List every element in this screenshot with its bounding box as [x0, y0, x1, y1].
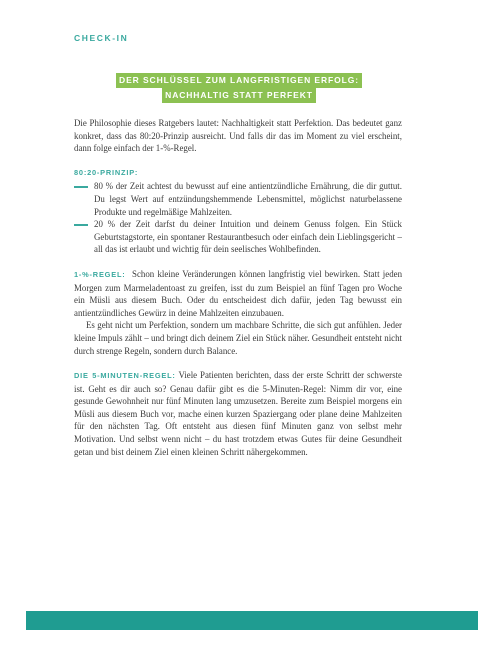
body-text [74, 117, 402, 458]
headline-line-1: DER SCHLÜSSEL ZUM LANGFRISTIGEN ERFOLG: [116, 73, 362, 88]
intro-paragraph: Die Philosophie dieses Ratgebers lautet: Nachhaltigkeit statt Perfektion. Das bedeutet ganz konkret, dass das 80:20-Prinzip ausreicht. Und falls dir das im Moment zu viel erscheint, dann folge einfach der 1-%-Regel. [74, 118, 402, 154]
principle-section [74, 167, 402, 256]
list-item-text: 20 % der Zeit darfst du deiner Intuition und deinem Genuss folgen. Ein Stück Geburtstagstorte, ein spontaner Restaurantbesuch oder einfach dein Lieblingsgericht – all das ist erlaubt und wichtig für dein seelisches Wohlbefinden. [94, 219, 402, 255]
headline-line-2: NACHHALTIG STATT PERFEKT [162, 88, 316, 103]
list-item [74, 218, 402, 256]
five-minutes-section [74, 369, 402, 458]
dash-bullet-icon [74, 224, 88, 226]
five-minutes-text: Viele Patienten berichten, dass der erste Schritt der schwerste ist. Geht es dir auch so? Genau dafür gibt es die 5-Minuten-Regel: Nimm dir vor, eine gesunde Gewohnheit nur fünf Minuten lang umzusetzen. Bereite zum Beispiel morgens ein Müsli aus diesem Buch vor, mache einen kurzen Spaziergang oder plane deine Mahlzeiten für den nächsten Tag. Oft entsteht aus diesen fünf Minuten ganz von selbst mehr Motivation. Und selbst wenn nicht – du hast trotzdem etwas Gutes für deine Gesundheit getan und bist deinem Ziel einen kleinen Schritt nähergekommen. [74, 370, 402, 457]
footer-bar [26, 611, 478, 630]
one-percent-text: Schon kleine Veränderungen können langfristig viel bewirken. Statt jeden Morgen zum Marmeladentoast zu greifen, isst du zum Beispiel an fünf Tagen pro Woche ein Müsli aus diesem Buch. Oder du entscheidest dich dafür, jeden Tag bewusst ein antientzündliches Gewürz in deine Mahlzeiten einzubauen. [74, 268, 403, 318]
five-minutes-paragraph [74, 369, 402, 458]
dash-bullet-icon [74, 186, 88, 188]
five-minutes-label: DIE 5-MINUTEN-REGEL: [74, 371, 176, 381]
one-percent-section [74, 268, 402, 357]
list-item-text: 80 % der Zeit achtest du bewusst auf eine antientzündliche Ernährung, die dir guttut. Du legst Wert auf entzündungshemmende Lebensmittel, möglichst naturbelassene Produkte und regelmäßige Mahlzeiten. [94, 181, 402, 217]
section-tag: CHECK-IN [74, 33, 129, 43]
headline [74, 73, 404, 103]
principle-list [74, 180, 402, 256]
one-percent-paragraph-2: Es geht nicht um Perfektion, sondern um machbare Schritte, die sich gut anfühlen. Jeder kleine Impuls zählt – und bringt dich deinem Ziel ein Stück näher. Gesundheit entsteht nicht durch strenge Regeln, sondern durch Balance. [74, 320, 402, 356]
one-percent-paragraph [74, 268, 402, 319]
list-item [74, 180, 402, 218]
one-percent-label: 1-%-REGEL: [74, 269, 126, 279]
principle-label: 80:20-PRINZIP: [74, 167, 139, 177]
